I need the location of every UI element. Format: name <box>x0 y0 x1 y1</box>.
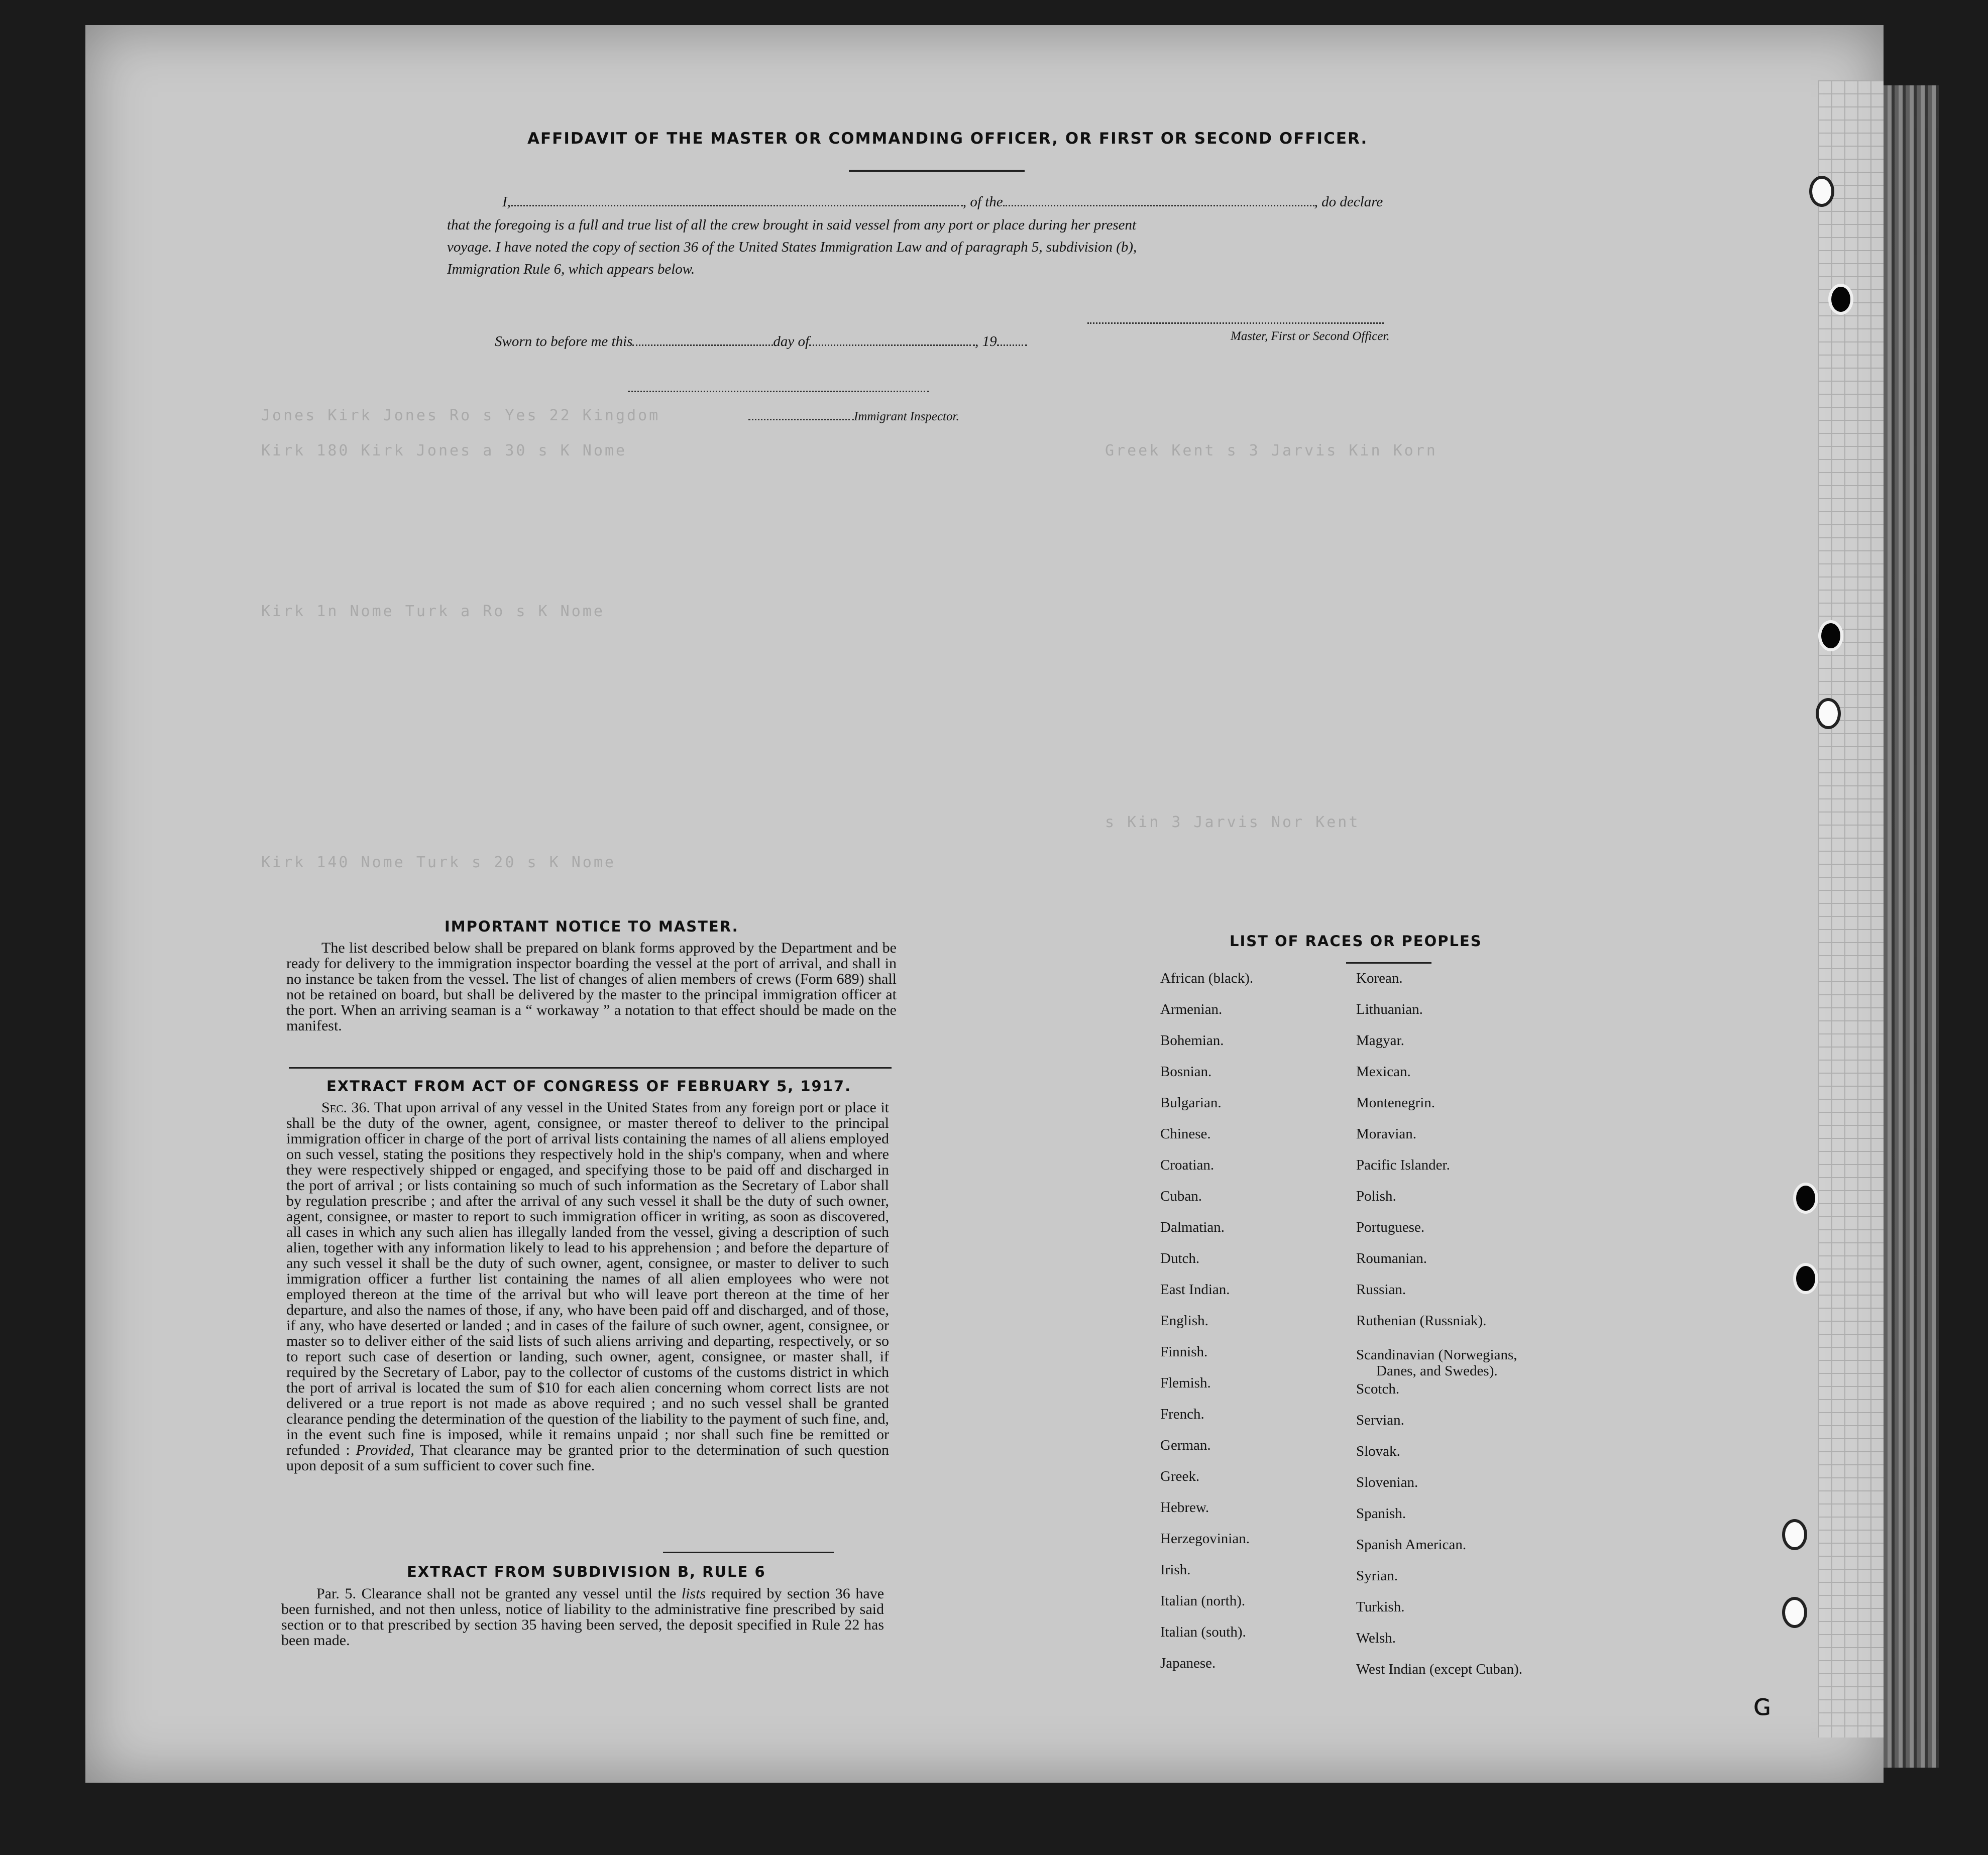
sworn-line <box>495 331 1027 350</box>
race-item: French. <box>1160 1406 1204 1422</box>
affidavit-line3: voyage. I have noted the copy of section 36 of the United States Immigration Law and of paragraph 5, subdivision (b), <box>447 239 1137 255</box>
punch-hole-icon <box>1816 698 1841 729</box>
inspector-signature-blank <box>628 378 929 392</box>
punch-hole-icon <box>1793 1183 1818 1214</box>
bleed-through-row: Kirk 1n Nome Turk a Ro s K Nome <box>261 603 605 620</box>
race-item: Spanish. <box>1356 1505 1406 1522</box>
race-item: Spanish American. <box>1356 1537 1467 1553</box>
pencil-mark-icon: ɢ <box>1753 1687 1772 1722</box>
extract-rule-title: EXTRACT FROM SUBDIVISION B, RULE 6 <box>407 1563 766 1580</box>
punch-hole-icon <box>1828 284 1853 315</box>
affidavit-rule <box>849 170 1025 172</box>
inspector-dots <box>748 406 854 420</box>
punch-hole-icon <box>1809 176 1834 207</box>
race-item: Turkish. <box>1356 1599 1405 1615</box>
race-item: Flemish. <box>1160 1375 1211 1391</box>
race-item: Bulgarian. <box>1160 1095 1222 1111</box>
extract-rule-paragraph <box>281 1586 884 1648</box>
race-item: Scandinavian (Norwegians, <box>1356 1347 1517 1363</box>
month-blank <box>809 331 975 346</box>
race-item: Japanese. <box>1160 1655 1216 1671</box>
punch-hole-icon <box>1793 1263 1818 1294</box>
race-item: Portuguese. <box>1356 1219 1425 1235</box>
race-item: Scotch. <box>1356 1381 1400 1397</box>
lists-label: lists <box>681 1585 706 1602</box>
extract-rule-text-b: required by section 36 have been furnished, and not then unless, notice of liability to the administrative fine prescribed by said section or to that prescribed by section 35 having been served, the deposit specified in Rule 22 has been made. <box>281 1585 885 1649</box>
notice-text: The list described below shall be prepared on blank forms approved by the Department and be ready for delivery to the immigration inspector boarding the vessel at the port of arrival, and shall in no instance be taken from the vessel. The list of changes of alien members of crews (Form 689) shall not be retained on board, but shall be delivered by the master to the principal immigration officer at the port. When an arriving seaman is a “ workaway ” a notation to that effect should be made on the manifest. <box>286 940 897 1034</box>
race-item: Pacific Islander. <box>1356 1157 1450 1173</box>
race-item: Montenegrin. <box>1356 1095 1435 1111</box>
sworn-label: Sworn to before me this <box>495 333 633 350</box>
race-item: Cuban. <box>1160 1188 1202 1204</box>
extract-rule-body <box>281 1586 884 1648</box>
notice-body <box>286 940 897 1033</box>
race-item: Dalmatian. <box>1160 1219 1225 1235</box>
sworn-date-blank <box>632 331 773 346</box>
manifest-page <box>85 25 1884 1783</box>
race-item: Lithuanian. <box>1356 1001 1423 1017</box>
race-item: Irish. <box>1160 1562 1191 1578</box>
race-item: German. <box>1160 1437 1211 1453</box>
race-item: Italian (south). <box>1160 1624 1246 1640</box>
race-item: Ruthenian (Russniak). <box>1356 1313 1487 1329</box>
affidavit-line2: that the foregoing is a full and true list of all the crew brought in said vessel from any port or place during her present <box>447 217 1137 233</box>
bleed-through-row: s Kin 3 Jarvis Nor Kent <box>1105 814 1360 831</box>
affidavit-line4: Immigration Rule 6, which appears below. <box>447 261 695 277</box>
race-item: Slovenian. <box>1356 1474 1418 1490</box>
act-rule <box>663 1552 834 1553</box>
race-item: Hebrew. <box>1160 1499 1209 1516</box>
inspector-label: Immigrant Inspector. <box>854 410 959 423</box>
race-item: East Indian. <box>1160 1282 1230 1298</box>
inspector-line <box>748 406 959 424</box>
master-label: Master, First or Second Officer. <box>1231 329 1390 343</box>
race-item: Roumanian. <box>1356 1250 1427 1266</box>
affidavit-title: AFFIDAVIT OF THE MASTER OR COMMANDING OFFICER, OR FIRST OR SECOND OFFICER. <box>527 130 1368 148</box>
bleed-through-row: Kirk 140 Nome Turk s 20 s K Nome <box>261 854 616 871</box>
provided-label: Provided, <box>356 1442 414 1458</box>
race-item: English. <box>1160 1313 1208 1329</box>
do-declare-label: , do declare <box>1314 194 1383 210</box>
year-label: , 19 <box>975 333 997 350</box>
race-item: Croatian. <box>1160 1157 1214 1173</box>
notice-rule <box>289 1067 892 1069</box>
notice-title: IMPORTANT NOTICE TO MASTER. <box>445 918 739 935</box>
master-signature-blank <box>1087 309 1384 324</box>
graph-paper-edge <box>1818 80 1884 1737</box>
race-item: Greek. <box>1160 1468 1200 1484</box>
bleed-through-row: Greek Kent s 3 Jarvis Kin Korn <box>1105 442 1438 459</box>
race-item: Russian. <box>1356 1282 1406 1298</box>
race-item: Syrian. <box>1356 1568 1398 1584</box>
race-item: Finnish. <box>1160 1344 1208 1360</box>
races-rule <box>1346 962 1431 964</box>
stacked-page-edges <box>1884 85 1939 1768</box>
punch-hole-icon <box>1818 620 1843 651</box>
race-item: Welsh. <box>1356 1630 1396 1646</box>
race-item: West Indian (except Cuban). <box>1356 1661 1523 1677</box>
races-title: LIST OF RACES OR PEOPLES <box>1230 933 1482 950</box>
extract-rule-text-a: Par. 5. Clearance shall not be granted any vessel until the <box>316 1585 677 1602</box>
race-item: Bosnian. <box>1160 1064 1212 1080</box>
extract-act-title: EXTRACT FROM ACT OF CONGRESS OF FEBRUARY 5, 1917. <box>326 1078 852 1095</box>
punch-hole-icon <box>1782 1597 1807 1628</box>
of-the-label: , of the <box>962 194 1003 210</box>
race-item: Italian (north). <box>1160 1593 1246 1609</box>
i-label: I, <box>502 194 511 210</box>
extract-act-body <box>286 1100 889 1473</box>
race-item: Slovak. <box>1356 1443 1400 1459</box>
extract-act-text-end: That clearance may be granted prior to the determination of such question upon deposit of a sum sufficient to cover such fine. <box>286 1442 890 1474</box>
race-item: Mexican. <box>1356 1064 1411 1080</box>
day-of-label: day of <box>773 333 810 350</box>
race-item: Korean. <box>1356 970 1403 986</box>
race-item: Polish. <box>1356 1188 1396 1204</box>
extract-act-text: That upon arrival of any vessel in the United States from any foreign port or place it shall be the duty of the owner, agent, consignee, or master thereof to deliver to the principal immigration officer in charge of the port of arrival lists containing the names of all aliens employed on such vessel, stating the positions they respectively hold in the ship's company, when and where they were respectively shipped or engaged, and specifying those to be paid off and discharged in the port of arrival ; or lists containing so much of such information as the Secretary of Labor shall by regulation prescribe ; and after the arrival of any such vessel it shall be the duty of such owner, agent, consignee, or master to report to such immigration officer in writing, as soon as discovered, all cases in which any such alien has illegally landed from the vessel, giving a description of such alien, together with any information likely to lead to his apprehension ; and before the departure of any such vessel it shall be the duty of such owner, agent, consignee, or master to deliver to such immigration officer a further list containing the names of all alien employees who were not employed thereon at the time of the arrival but who will leave port thereon at the time of her departure, and also the names of those, if any, who have been paid off and discharged, and of those, if any, who have deserted or landed ; and in cases of the failure of such owner, agent, consignee, or master so to deliver either of the said lists of such aliens arriving and departing, respectively, or so to report such case of desertion or landing, such owner, agent, consignee, or master shall, if required by the Secretary of Labor, pay to the collector of customs of the customs district in which the port of arrival is located the sum of $10 for each alien concerning whom correct lists are not delivered or a true report is not made as above required ; and no such vessel shall be granted clearance pending the determination of the question of the liability to the payment of such fine, and, in the event such fine is imposed, while it remains unpaid ; nor shall such fine be remitted or refunded : <box>286 1099 889 1458</box>
year-blank <box>997 331 1027 346</box>
race-item: Magyar. <box>1356 1032 1404 1049</box>
section-label: Sec. 36. <box>321 1099 370 1116</box>
affidavit-line1 <box>502 192 1383 210</box>
race-item: African (black). <box>1160 970 1254 986</box>
punch-hole-icon <box>1782 1519 1807 1550</box>
vessel-blank <box>1003 192 1314 206</box>
race-item: Armenian. <box>1160 1001 1223 1017</box>
name-blank <box>511 192 963 206</box>
race-item: Herzegovinian. <box>1160 1531 1250 1547</box>
bleed-through-row: Kirk 180 Kirk Jones a 30 s K Nome <box>261 442 627 459</box>
bleed-through-row: Jones Kirk Jones Ro s Yes 22 Kingdom <box>261 407 660 424</box>
race-item: Danes, and Swedes). <box>1376 1363 1498 1379</box>
extract-act-paragraph <box>286 1100 889 1473</box>
race-item: Bohemian. <box>1160 1032 1224 1049</box>
race-item: Servian. <box>1356 1412 1404 1428</box>
race-item: Dutch. <box>1160 1250 1200 1266</box>
race-item: Moravian. <box>1356 1126 1416 1142</box>
race-item: Chinese. <box>1160 1126 1211 1142</box>
